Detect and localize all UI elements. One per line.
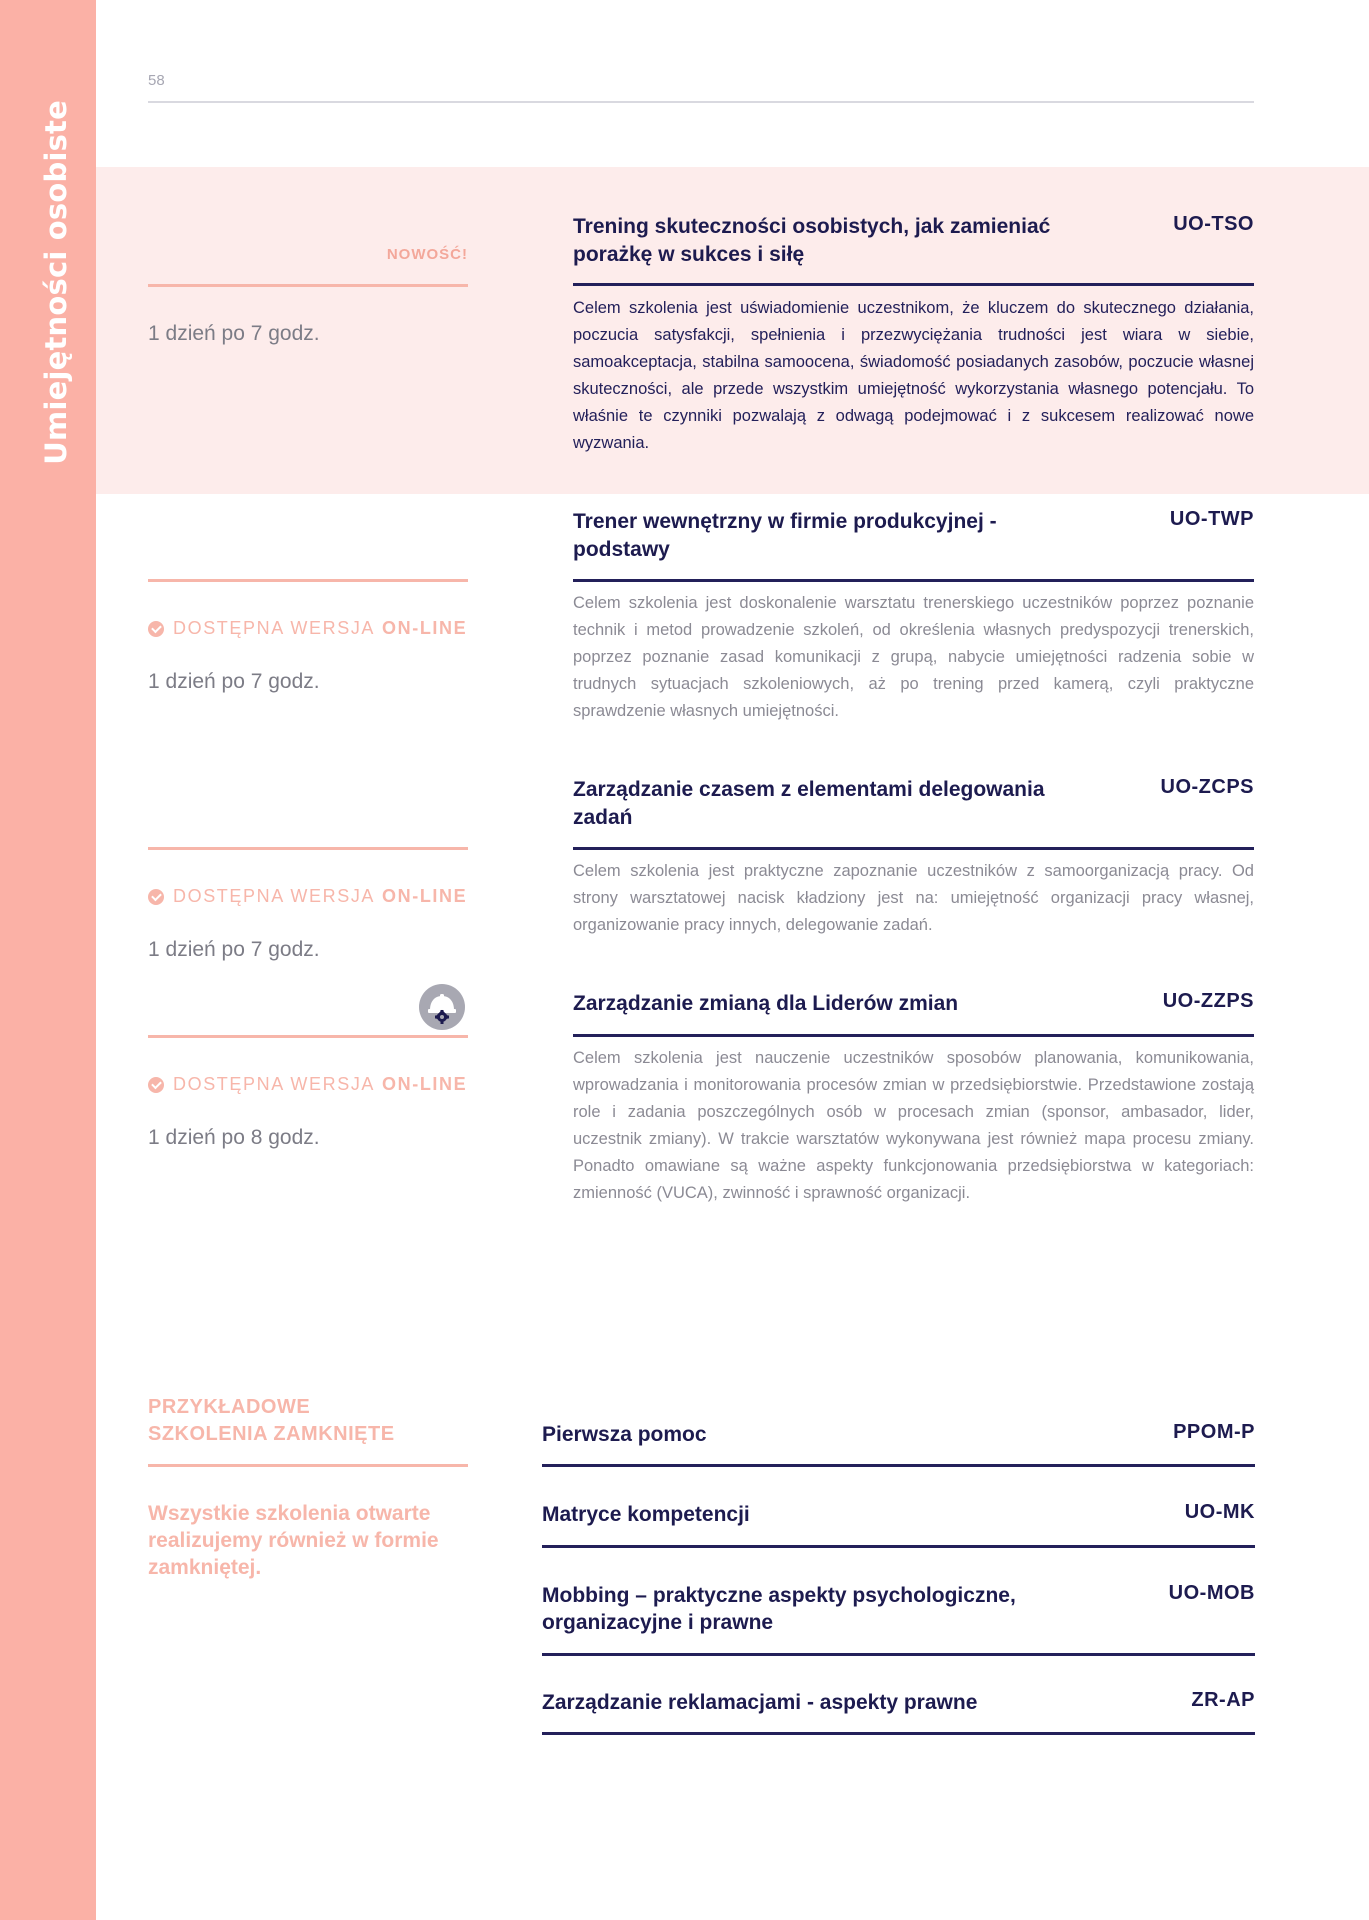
course-title: Zarządzanie zmianą dla Liderów zmian — [573, 992, 959, 1015]
closed-training-divider — [542, 1732, 1255, 1735]
closed-heading-line1: PRZYKŁADOWE — [148, 1396, 311, 1418]
closed-training-code: UO-MK — [1184, 1501, 1255, 1523]
sidebar-title: Umiejętności osobiste — [39, 100, 73, 465]
left-divider — [148, 847, 468, 850]
closed-trainings-heading — [148, 1394, 395, 1448]
closed-heading-line2: SZKOLENIA ZAMKNIĘTE — [148, 1423, 395, 1445]
course-title: Trener wewnętrzny w firmie produkcyjnej - podstawy — [573, 510, 997, 561]
closed-training-title: Mobbing – praktyczne aspekty psychologiczne, organizacyjne i prawne — [542, 1584, 1016, 1634]
check-circle-icon — [148, 1077, 164, 1093]
course-code: UO-ZZPS — [1162, 990, 1254, 1012]
closed-training-title: Pierwsza pomoc — [542, 1423, 707, 1446]
new-badge: NOWOŚĆ! — [386, 246, 468, 263]
course-divider — [573, 847, 1254, 850]
left-divider — [148, 284, 468, 287]
page-number: 58 — [148, 72, 165, 89]
course-code: UO-TWP — [1169, 508, 1254, 530]
check-circle-icon — [148, 621, 164, 637]
sidebar — [0, 0, 96, 1920]
closed-training-divider — [542, 1464, 1255, 1467]
online-prefix: DOSTĘPNA WERSJA — [173, 886, 376, 906]
course-duration: 1 dzień po 7 godz. — [148, 322, 320, 345]
course-divider — [573, 283, 1254, 286]
closed-training-title: Matryce kompetencji — [542, 1503, 750, 1526]
course-title: Zarządzanie czasem z elementami delegowania zadań — [573, 778, 1045, 829]
closed-training-divider — [542, 1545, 1255, 1548]
closed-left-divider — [148, 1464, 468, 1467]
online-prefix: DOSTĘPNA WERSJA — [173, 1074, 376, 1094]
left-divider — [148, 579, 468, 582]
online-availability — [148, 618, 467, 639]
left-divider — [148, 1035, 468, 1038]
closed-training-divider — [542, 1653, 1255, 1656]
closed-training-code: UO-MOB — [1168, 1582, 1255, 1604]
course-divider — [573, 1034, 1254, 1037]
closed-training-code: ZR-AP — [1191, 1689, 1255, 1711]
course-description: Celem szkolenia jest uświadomienie uczestnikom, że kluczem do skutecznego działania, poczucia satysfakcji, spełnienia i przezwyciężania trudności jest wiara w siebie, samoakceptacja, stabilna samoocena, świadomość posiadanych zasobów, poczucie własnej skuteczności, ale przede wszystkim umiejętność wykorzystania własnego potencjału. To właśnie te czynniki pozwalają z odwagą podejmować i z sukcesem realizować nowe wyzwania. — [573, 299, 1254, 452]
course-code: UO-ZCPS — [1160, 776, 1254, 798]
closed-training-code: PPOM-P — [1173, 1421, 1255, 1443]
online-availability — [148, 886, 467, 907]
header-divider — [148, 101, 1254, 103]
online-prefix: DOSTĘPNA WERSJA — [173, 618, 376, 638]
course-code: UO-TSO — [1173, 213, 1254, 235]
online-suffix: ON-LINE — [382, 886, 468, 906]
course-divider — [573, 579, 1254, 582]
online-suffix: ON-LINE — [382, 618, 468, 638]
closed-training-title: Zarządzanie reklamacjami - aspekty prawne — [542, 1691, 978, 1714]
online-availability — [148, 1074, 467, 1095]
course-duration: 1 dzień po 7 godz. — [148, 670, 320, 693]
course-description: Celem szkolenia jest nauczenie uczestników sposobów planowania, komunikowania, wprowadzania i monitorowania procesów zmian w przedsiębiorstwie. Przedstawione zostają role i zadania poszczególnych osób w procesach zmian (sponsor, ambasador, lider, uczestnik zmiany). W trakcie warsztatów wykonywana jest również mapa procesu zmiany. Ponadto omawiane są ważne aspekty funkcjonowania przedsiębiorstwa w kategoriach: zmienność (VUCA), zwinność i sprawność organizacji. — [573, 1049, 1254, 1202]
course-description: Celem szkolenia jest doskonalenie warsztatu trenerskiego uczestników poprzez poznanie technik i metod prowadzenie szkoleń, od określenia własnych predyspozycji trenerskich, poprzez poznanie zasad komunikacji z grupą, nabycie umiejętności radzenia sobie w trudnych sytuacjach szkoleniowych, aż po trening przed kamerą, czyli praktyczne sprawdzenie własnych umiejętności. — [573, 594, 1254, 720]
closed-trainings-note: Wszystkie szkolenia otwarte realizujemy również w formie zamkniętej. — [148, 1502, 439, 1579]
course-description: Celem szkolenia jest praktyczne zapoznanie uczestników z samoorganizacją pracy. Od strony warsztatowej nacisk kładziony jest na: umiejętność organizacji pracy własnej, organizowanie pracy innych, delegowanie zadań. — [573, 862, 1254, 934]
course-duration: 1 dzień po 7 godz. — [148, 938, 320, 961]
safety-helmet-icon — [419, 984, 465, 1030]
check-circle-icon — [148, 889, 164, 905]
online-suffix: ON-LINE — [382, 1074, 468, 1094]
course-duration: 1 dzień po 8 godz. — [148, 1126, 320, 1149]
course-title: Trening skuteczności osobistych, jak zamieniać porażkę w sukces i siłę — [573, 215, 1051, 266]
